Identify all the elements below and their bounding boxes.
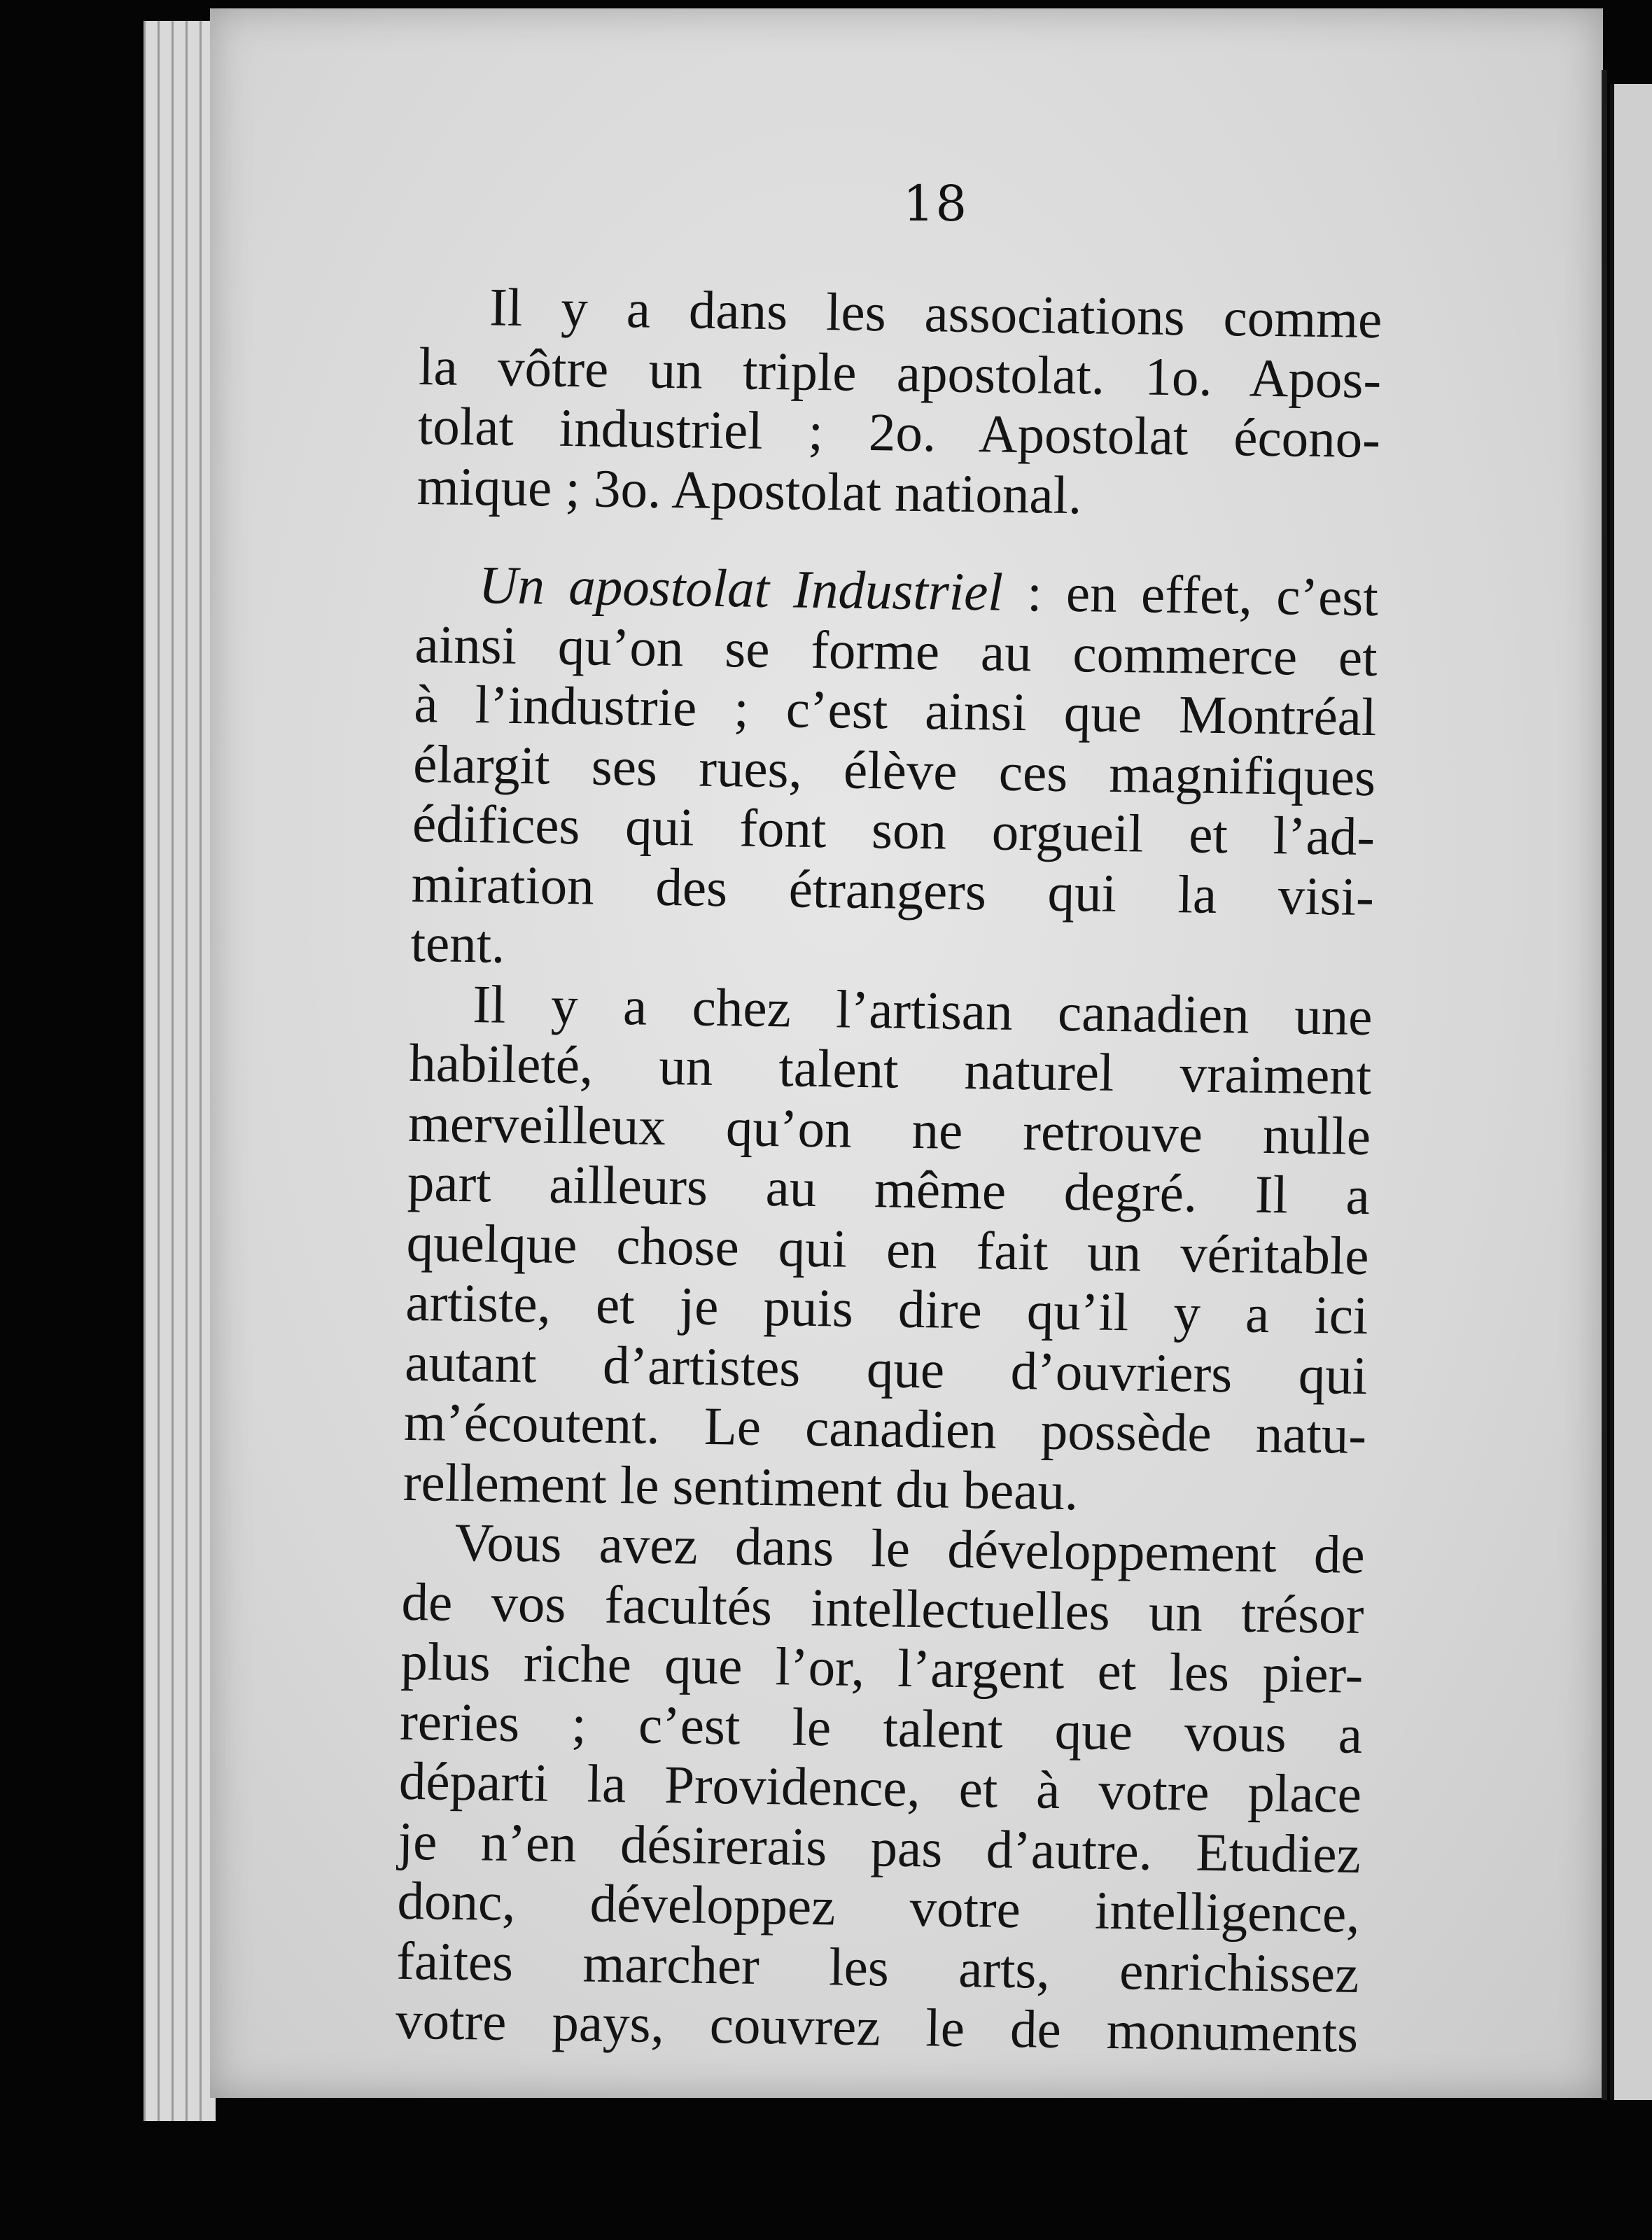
text-line: faites marcher les arts, enrichissez (396, 1930, 1359, 2004)
text-line: donc, développez votre intelligence, (397, 1870, 1361, 1944)
text-line: départi la Providence, et à votre place (398, 1750, 1362, 1824)
text-line: mique ; 3o. Apostolat national. (416, 455, 1082, 525)
text-line: tent. (410, 912, 506, 974)
paragraph (410, 554, 1378, 987)
text-line: de vos facultés intellectuelles un trésor (400, 1571, 1365, 1645)
page-number: 18 (903, 175, 969, 232)
text-line: à l’industrie ; c’est ainsi que Montréal (413, 673, 1377, 748)
facing-page-edge (1610, 84, 1652, 2100)
paragraph (402, 973, 1373, 1525)
text-line: autant d’artistes que d’ouvriers qui (404, 1331, 1368, 1406)
text-line: ainsi qu’on se forme au commerce et (414, 613, 1378, 687)
text-line: édifices qui font son orgueil et l’ad- (412, 792, 1376, 867)
text-line: plus riche que l’or, l’argent et les pier- (400, 1630, 1364, 1705)
text-line: quelque chose qui en fait un véritable (406, 1212, 1370, 1286)
text-line: Vous avez dans le développement de (454, 1511, 1366, 1586)
body-text (396, 276, 1382, 2064)
text-line: part ailleurs au même degré. Il a (407, 1152, 1371, 1226)
text-line: Il y a chez l’artisan canadien une (472, 973, 1373, 1046)
text-line: m’écoutent. Le canadien possède natu- (403, 1391, 1367, 1466)
text-line: élargit ses rues, élève ces magnifiques (412, 733, 1376, 807)
text-line: Il y a dans les associations comme (489, 276, 1382, 350)
text-line: rellement le sentiment du beau. (402, 1451, 1079, 1521)
paragraph (416, 276, 1382, 529)
text-fragment: : en effet, c’est (1002, 561, 1379, 628)
text-line: votre pays, couvrez le de monuments (395, 1989, 1359, 2064)
page-gutter (1602, 70, 1607, 2100)
text-line: habileté, un talent naturel vraiment (408, 1032, 1372, 1107)
text-line: je n’en désirerais pas d’autre. Etudiez (398, 1810, 1362, 1884)
text-line: reries ; c’est le talent que vous a (399, 1690, 1363, 1765)
text-line: la vôtre un triple apostolat. 1o. Apos- (418, 335, 1382, 410)
text-line: merveilleux qu’on ne retrouve nulle (407, 1092, 1371, 1166)
paragraph (396, 1512, 1366, 2064)
italic-lead: Un apostolat Industriel (478, 554, 1004, 622)
text-line: artiste, et je puis dire qu’il y a ici (405, 1271, 1369, 1346)
text-line: tolat industriel ; 2o. Apostolat écono- (417, 395, 1381, 470)
text-line: miration des étrangers qui la visi- (411, 853, 1375, 927)
